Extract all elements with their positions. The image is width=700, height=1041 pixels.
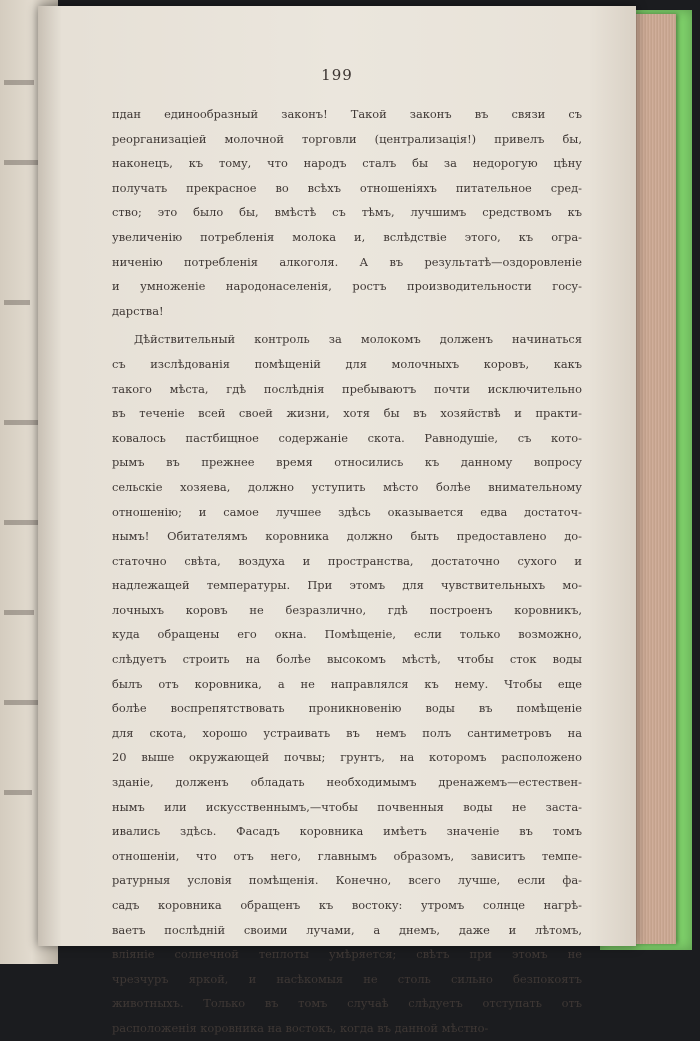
text-line: такого мѣста, гдѣ послѣднія пребываютъ почти исключительно: [112, 381, 582, 396]
text-line: нымъ! Обитателямъ коровника должно быть предоставлено до-: [112, 529, 582, 544]
page-number: 199: [321, 66, 353, 84]
left-page-text-fragment: [4, 520, 42, 525]
left-page-text-fragment: [4, 790, 32, 795]
book-page: [38, 6, 636, 1035]
paragraph: [112, 327, 582, 1040]
text-line: былъ отъ коровника, а не направлялся къ нему. Чтобы еще: [112, 676, 582, 691]
text-line: въ теченіе всей своей жизни, хотя бы въ хозяйствѣ и практи-: [112, 406, 582, 421]
text-line: увеличенію потребленія молока и, вслѣдствіе этого, къ огра-: [112, 229, 582, 244]
text-line: садъ коровника обращенъ къ востоку: утромъ солнце нагрѣ-: [112, 898, 582, 912]
text-line: пдан единообразный законъ! Такой законъ въ связи съ: [112, 107, 582, 121]
text-line: статочно свѣта, воздуха и пространства, достаточно сухого и: [112, 553, 582, 568]
text-line: и умноженіе народонаселенія, ростъ производительности госу-: [112, 279, 582, 294]
text-line: болѣе воспрепятствовать проникновенію воды въ помѣщеніе: [112, 701, 582, 716]
text-line: 20 выше окружающей почвы; грунтъ, на которомъ расположено: [112, 750, 582, 765]
text-line: зданіе, долженъ обладать необходимымъ дренажемъ—естествен-: [112, 775, 582, 790]
body-text: [112, 102, 582, 1041]
text-line: ство; это было бы, вмѣстѣ съ тѣмъ, лучшимъ средствомъ къ: [112, 205, 582, 220]
text-line: животныхъ. Только въ томъ случаѣ слѣдуетъ отступать отъ: [112, 996, 582, 1011]
text-line: ваетъ послѣдній своими лучами, а днемъ, даже и лѣтомъ,: [112, 922, 582, 937]
left-page-text-fragment: [4, 160, 40, 165]
left-page-text-fragment: [4, 610, 34, 615]
text-line: ратурныя условія помѣщенія. Конечно, всего лучше, если фа-: [112, 873, 582, 888]
text-line: получать прекрасное во всѣхъ отношеніяхъ питательное сред-: [112, 180, 582, 195]
text-line: ивались здѣсь. Фасадъ коровника имѣетъ значеніе въ томъ: [112, 824, 582, 839]
text-line: реорганизаціей молочной торговли (централизація!) привелъ бы,: [112, 131, 582, 146]
text-line: лочныхъ коровъ не безразлично, гдѣ построенъ коровникъ,: [112, 602, 582, 617]
text-line: дарства!: [112, 303, 164, 318]
left-page-text-fragment: [4, 300, 30, 305]
text-line: куда обращены его окна. Помѣщеніе, если только возможно,: [112, 627, 582, 642]
text-line: ниченію потребленія алкоголя. А въ результатѣ—оздоровленіе: [112, 254, 582, 269]
text-line: Дѣйствительный контроль за молокомъ долженъ начинаться: [134, 332, 582, 347]
left-page-text-fragment: [4, 80, 34, 85]
text-line: нымъ или искусственнымъ,—чтобы почвенныя воды не заста-: [112, 799, 582, 814]
text-line: съ изслѣдованія помѣщеній для молочныхъ коровъ, какъ: [112, 356, 582, 371]
text-line: для скота, хорошо устраивать въ немъ полъ сантиметровъ на: [112, 725, 582, 740]
left-page-text-fragment: [4, 700, 40, 705]
text-line: отношенію; и самое лучшее здѣсь оказывается едва достаточ-: [112, 504, 582, 519]
text-line: сельскіе хозяева, должно уступить мѣсто болѣе внимательному: [112, 479, 582, 494]
text-line: рымъ въ прежнее время относились къ данному вопросу: [112, 455, 582, 470]
left-page-text-fragment: [4, 420, 38, 425]
text-line: расположенія коровника на востокъ, когда въ данной мѣстно-: [112, 1020, 489, 1035]
text-line: ковалось пастбищное содержаніе скота. Равнодушіе, съ кото-: [112, 430, 582, 445]
paragraph: [112, 102, 582, 323]
text-line: надлежащей температуры. При этомъ для чувствительныхъ мо-: [112, 578, 582, 593]
text-line: вліяніе солнечной теплоты умѣряется; свѣтъ при этомъ не: [112, 947, 582, 962]
text-line: слѣдуетъ строить на болѣе высокомъ мѣстѣ, чтобы сток воды: [112, 652, 582, 667]
text-line: наконецъ, къ тому, что народъ сталъ бы за недорогую цѣну: [112, 156, 582, 171]
text-line: чрезчуръ яркой, и насѣкомыя не столь сильно безпокоятъ: [112, 971, 582, 986]
text-line: отношеніи, что отъ него, главнымъ образомъ, зависитъ темпе-: [112, 848, 582, 863]
